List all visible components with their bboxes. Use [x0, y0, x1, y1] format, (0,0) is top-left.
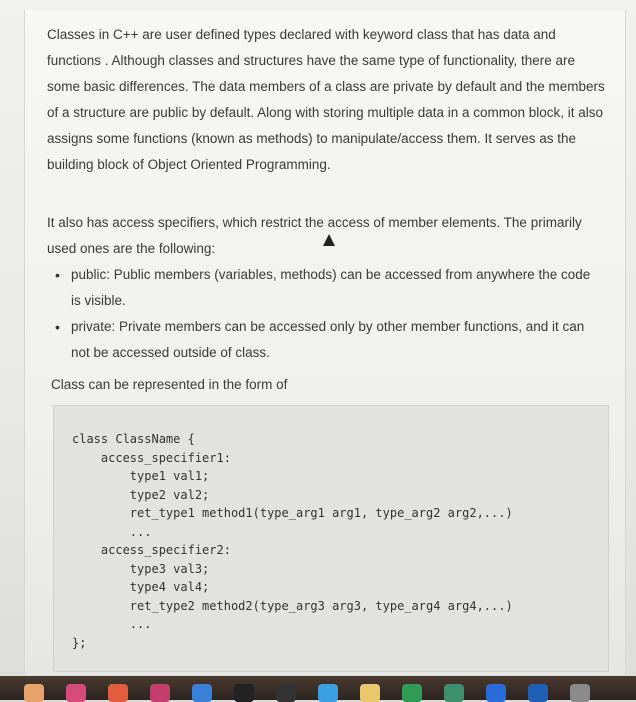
list-item-public: • public: Public members (variables, methods) can be accessed from anywhere the code is visible.: [55, 262, 595, 314]
mouse-pointer-icon: [323, 234, 335, 246]
app-icon[interactable]: [318, 684, 338, 702]
app-icon[interactable]: [192, 684, 212, 702]
app-icon[interactable]: [444, 684, 464, 702]
app-icon[interactable]: [528, 684, 548, 702]
app-icon[interactable]: [486, 684, 506, 702]
code-block: [53, 405, 609, 672]
list-item-private: • private: Private members can be accessed only by other member functions, and it can not be accessed outside of class.: [55, 314, 595, 366]
app-icon[interactable]: [150, 684, 170, 702]
app-icon[interactable]: [360, 684, 380, 702]
document-page: [24, 10, 626, 675]
app-icon[interactable]: [24, 684, 44, 702]
app-icon[interactable]: [570, 684, 590, 702]
access-specifiers-paragraph: It also has access specifiers, which restrict the access of member elements. The primarily used ones are the following:: [47, 215, 582, 256]
class-representation-paragraph: Class can be represented in the form of: [51, 377, 288, 392]
app-icon[interactable]: [108, 684, 128, 702]
app-icon[interactable]: [234, 684, 254, 702]
code-text: class ClassName { access_specifier1: type1 val1; type2 val2; ret_type1 method1(type_arg1 arg1, type_arg2 arg2,...) ... access_specifier2: type3 val3; type4 val4; ret_type2 method2(type_arg3 arg3, type_arg4 arg4,...) ... };: [72, 432, 513, 650]
app-icon[interactable]: [276, 684, 296, 702]
app-icon[interactable]: [66, 684, 86, 702]
dock: [0, 676, 636, 700]
intro-paragraph: Classes in C++ are user defined types declared with keyword class that has data and functions . Although classes and structures have the same type of functionality, there are some basic differences. The data members of a class are private by default and the members of a structure are public by default. Along with storing multiple data in a common block, it also assigns some functions (known as methods) to manipulate/access them. It serves as the building block of Object Oriented Programming.: [47, 27, 605, 172]
app-icon[interactable]: [402, 684, 422, 702]
access-specifier-list: [55, 262, 595, 366]
